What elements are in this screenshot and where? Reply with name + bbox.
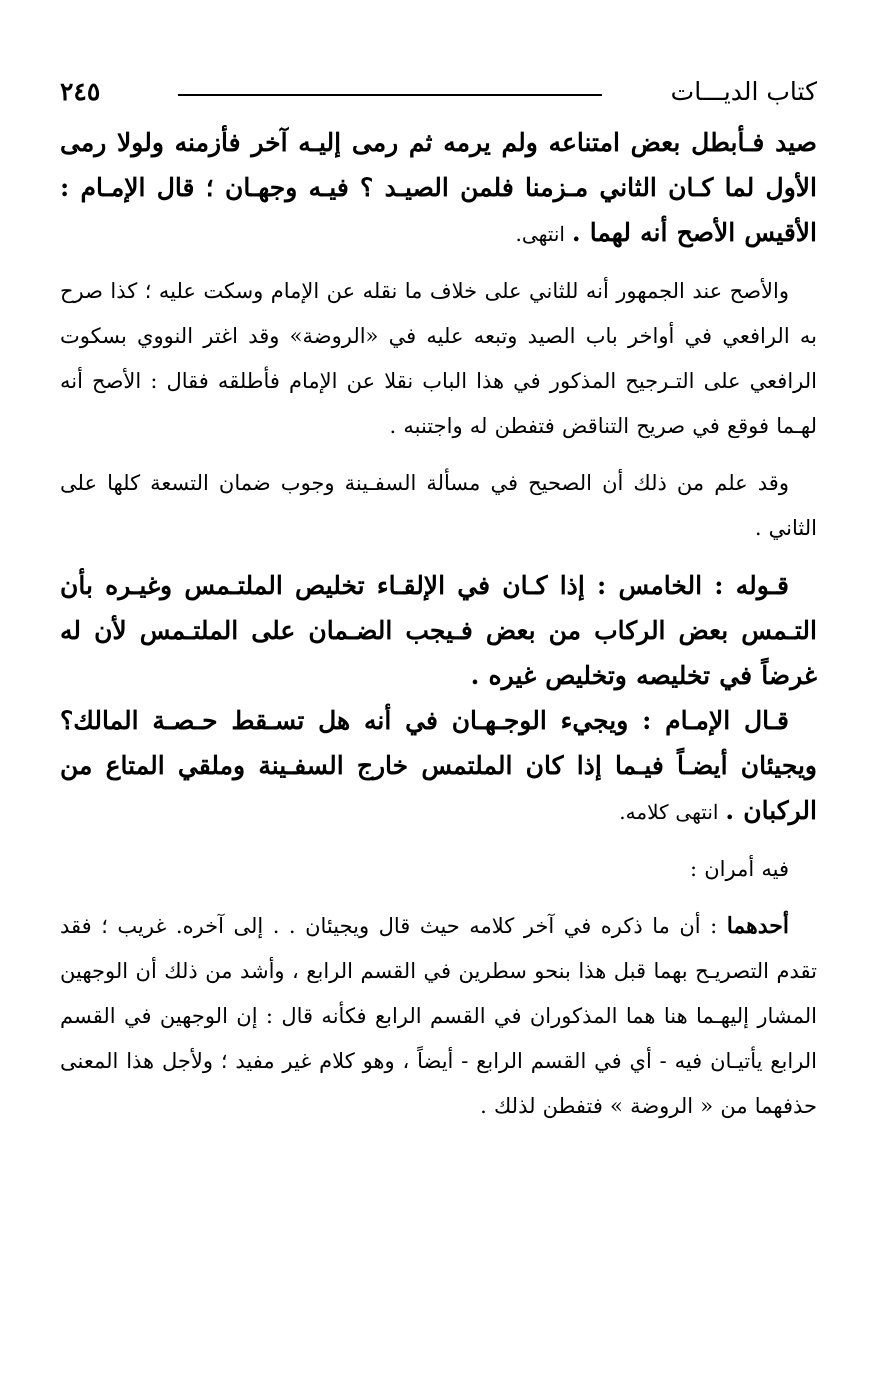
paragraph-quote-2: قـوله : الخامس : إذا كـان في الإلقـاء تخليص الملتـمس وغيـره بأن التـمس بعض الركاب من بعض فـيجب الضـمان على الملتـمس لأن له غرضاً في تخليصه وتخليص غيره . <box>60 571 817 690</box>
paragraph-commentary-2: وقد علم من ذلك أن الصحيح في مسألة السفـينة وجوب ضمان التسعة كلها على الثاني . <box>60 471 817 540</box>
page-number: ٢٤٥ <box>60 77 101 106</box>
quote-text: قـال الإمـام : ويجيء الوجـهـان في أنه هل تسـقط حـصـة المالك؟ ويجيئان أيضـاً فيـما إذا كان الملتمس خارج السفـينة وملقي المتاع من الركبان . <box>60 706 817 825</box>
paragraph-commentary-1: والأصح عند الجمهور أنه للثاني على خلاف ما نقله عن الإمام وسكت عليه ؛ كذا صرح به الرافعي في أواخر باب الصيد وتبعه عليه في «الروضة» وقد اغتر النووي بسكوت الرافعي على التـرجيح المذكور في هذا الباب نقلا عن الإمام فأطلقه فقال : الأصح أنه لهـما فوقع في صريح التناقض فتفطن له واجتنبه . <box>60 279 817 438</box>
paragraph-quote-1 <box>60 120 817 257</box>
page-header <box>60 72 817 112</box>
section-label: أحدهما <box>726 913 789 939</box>
commentary-text: : أن ما ذكره في آخر كلامه حيث قال ويجيئان . . إلى آخره. غريب ؛ فقد تقدم التصريـح بهما قبل هذا بنحو سطرين في القسم الرابع ، وأشد من ذلك أن الوجهين المشار إليهـما هنا هما المذكوران في القسم الرابع فكأنه قال : إن الوجهين في القسم الرابع يأتيـان فيه - أي في القسم الرابع - أيضاً ، وهو كلام غير مفيد ؛ ولأجل هذا المعنى حذفهما من « الروضة » فتفطن لذلك . <box>60 914 817 1118</box>
quote-end-note: انتهى كلامه. <box>619 800 726 824</box>
paragraph-quote-3 <box>60 698 817 835</box>
running-title: كتاب الديـــات <box>670 77 817 106</box>
quote-end-note: انتهى. <box>515 222 572 246</box>
paragraph-intro: فيه أمران : <box>690 857 789 881</box>
page-body <box>60 120 817 1129</box>
header-rule <box>178 94 602 96</box>
quote-text: صيد فـأبطل بعض امتناعه ولم يرمه ثم رمى إليـه آخر فأزمنه ولولا رمى الأول لما كـان الثاني مـزمنا فلمن الصيـد ؟ فيـه وجهـان ؛ قال الإمـام : الأقيس الأصح أنه لهما . <box>60 128 817 247</box>
paragraph-commentary-3 <box>60 904 817 1129</box>
